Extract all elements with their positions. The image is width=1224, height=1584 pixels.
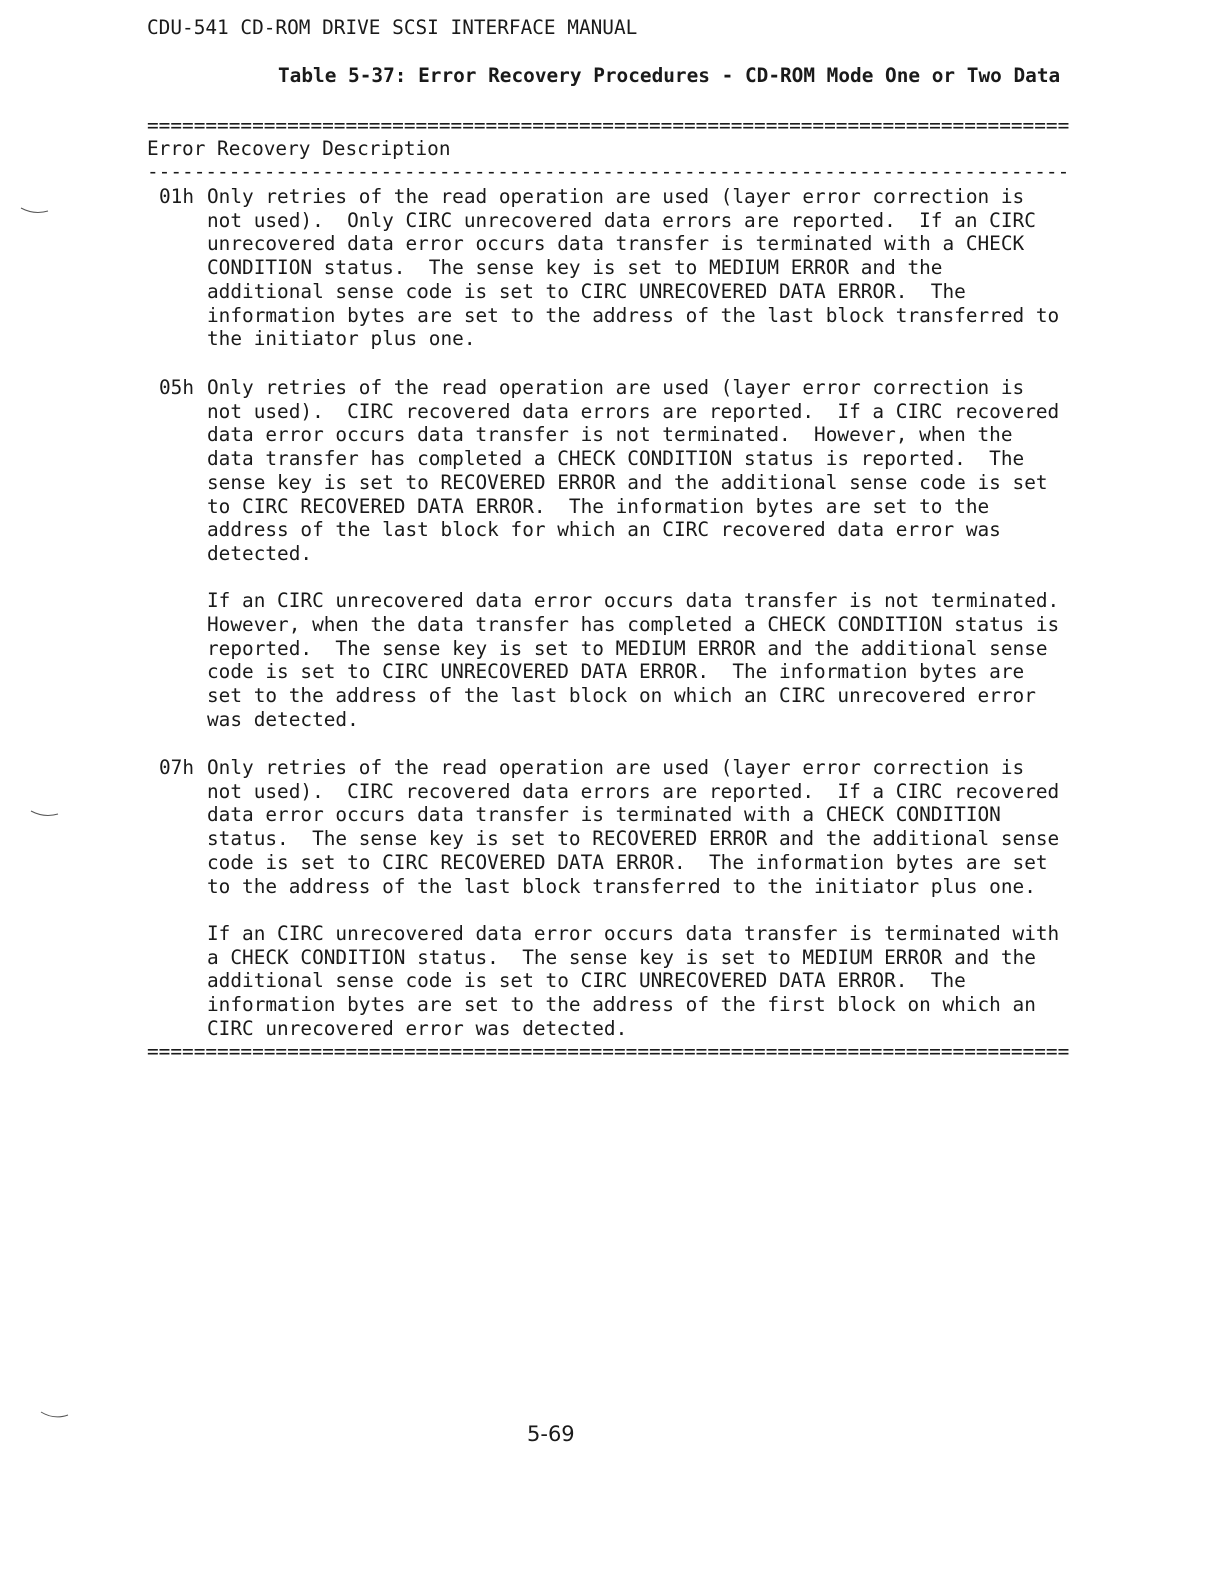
scan-artifact-mark <box>20 205 50 215</box>
scan-artifact-mark <box>30 808 60 818</box>
table-top-rule: =============================================================================== <box>147 114 1070 137</box>
error-recovery-code: 07h <box>159 756 195 779</box>
column-header: Error Recovery Description <box>147 137 451 160</box>
description-paragraph: Only retries of the read operation are used (layer error correction is not used). Only CIRC unrecovered data errors are reported. If an CIRC unrecovered data error occurs data transfer is terminated with a CHECK CONDITION status. The sense key is set to MEDIUM ERROR and the additional sense code is set to CIRC UNRECOVERED DATA ERROR. The information bytes are set to the address of the last block transferred to the initiator plus one. <box>207 185 1060 351</box>
running-header: CDU-541 CD-ROM DRIVE SCSI INTERFACE MANUAL <box>147 16 638 39</box>
description-paragraph: Only retries of the read operation are used (layer error correction is not used). CIRC recovered data errors are reported. If a CIRC recovered data error occurs data transfer is terminated with a CHECK CONDITION status. The sense key is set to RECOVERED ERROR and the additional sense code is set to CIRC RECOVERED DATA ERROR. The information bytes are set to the address of the last block transferred to the initiator plus one. <box>207 756 1060 898</box>
description-paragraph: If an CIRC unrecovered data error occurs data transfer is terminated with a CHECK CONDITION status. The sense key is set to MEDIUM ERROR and the additional sense code is set to CIRC UNRECOVERED DATA ERROR. The information bytes are set to the address of the first block on which an CIRC unrecovered error was detected. <box>207 921 1060 1040</box>
scan-artifact-mark <box>40 1410 70 1420</box>
description-paragraph: If an CIRC unrecovered data error occurs data transfer is not terminated. However, when the data transfer has completed a CHECK CONDITION status is reported. The sense key is set to MEDIUM ERROR and the additional sense code is set to CIRC UNRECOVERED DATA ERROR. The information bytes are set to the address of the last block on which an CIRC unrecovered error was detected. <box>207 589 1060 731</box>
page-number: 5-69 <box>527 1422 575 1446</box>
description-paragraph: Only retries of the read operation are used (layer error correction is not used). CIRC recovered data errors are reported. If a CIRC recovered data error occurs data transfer is not terminated. However, when the data transfer has completed a CHECK CONDITION status is reported. The sense key is set to RECOVERED ERROR and the additional sense code is set to CIRC RECOVERED DATA ERROR. The information bytes are set to the address of the last block for which an CIRC recovered data error was detected. <box>207 376 1060 565</box>
error-recovery-code: 01h <box>159 185 195 208</box>
header-separator-rule: ------------------------------------------------------------------------------- <box>147 160 1070 183</box>
error-recovery-code: 05h <box>159 376 195 399</box>
table-title: Table 5-37: Error Recovery Procedures - CD-ROM Mode One or Two Data <box>278 64 1061 87</box>
table-bottom-rule: =============================================================================== <box>147 1040 1070 1063</box>
error-recovery-description <box>207 756 1059 1040</box>
error-recovery-description <box>207 376 1059 732</box>
error-recovery-description <box>207 185 1059 351</box>
